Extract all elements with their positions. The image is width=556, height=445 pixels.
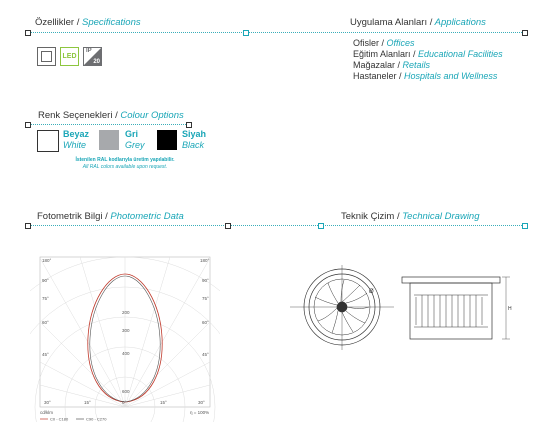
ip-label: IP (86, 48, 92, 54)
list-item: Hastaneler / Hospitals and Wellness (353, 71, 498, 81)
specifications-title-tr: Özellikler / (35, 17, 80, 28)
specifications-header (35, 17, 141, 28)
angle-label: 90° (202, 278, 209, 283)
ral-note (60, 157, 190, 171)
specifications-divider (28, 32, 526, 33)
technical-title-en: Technical Drawing (399, 211, 480, 222)
applications-title-en: Applications (432, 17, 486, 28)
colour-options-title-tr: Renk Seçenekleri / (38, 110, 118, 121)
angle-label: 75° (42, 296, 49, 301)
list-item: Mağazalar / Retails (353, 60, 431, 70)
colour-label-grey: Gri Grey (125, 129, 145, 150)
applications-header (350, 17, 486, 28)
applications-title-tr: Uygulama Alanları / (350, 17, 433, 28)
radial-value: 200 (122, 310, 130, 315)
angle-label: 60° (42, 320, 49, 325)
efficiency-label: η = 100% (190, 410, 210, 415)
diameter-label: Ø (369, 289, 374, 295)
technical-drawing (290, 265, 520, 355)
divider-mid-marker (243, 30, 249, 36)
colour-options-title-en: Colour Options (117, 110, 184, 121)
angle-label: 60° (202, 320, 209, 325)
unit-label: cd/klm (40, 410, 54, 415)
divider-mid-marker (318, 223, 324, 229)
drawings-divider (28, 225, 526, 226)
angle-label: 0° (122, 400, 127, 405)
divider-end-marker (25, 122, 31, 128)
top-view (290, 265, 394, 350)
legend-c0-label: C0 - C180 (50, 416, 69, 422)
technical-title-tr: Teknik Çizim / (341, 211, 400, 222)
ip-rating-label: 20 (93, 59, 100, 65)
specifications-title-en: Specifications (79, 17, 141, 28)
side-view (402, 277, 510, 339)
colour-label-white: Beyaz White (63, 129, 90, 150)
colour-options-divider (28, 124, 188, 125)
led-icon (60, 47, 79, 66)
colour-label-black: Siyah Black (182, 129, 207, 150)
angle-label: 15° (160, 400, 167, 405)
divider-end-marker (522, 30, 528, 36)
divider-end-marker (225, 223, 231, 229)
angle-label: 30° (44, 400, 51, 405)
height-label: H (508, 306, 512, 312)
angle-label: 75° (202, 296, 209, 301)
technical-drawing-header (341, 211, 480, 222)
angle-label: 15° (84, 400, 91, 405)
divider-end-marker (186, 122, 192, 128)
double-insulation-icon (37, 47, 56, 66)
angle-label: 90° (42, 278, 49, 283)
divider-end-marker (25, 30, 31, 36)
divider-end-marker (522, 223, 528, 229)
colour-swatch-grey (99, 130, 119, 150)
radial-value: 300 (122, 328, 130, 333)
colour-swatch-black (157, 130, 177, 150)
radial-value: 600 (122, 389, 130, 394)
colour-options-header (38, 110, 184, 121)
ral-note-en: All RAL colors available upon request. (82, 164, 168, 170)
list-item: Eğitim Alanları / Educational Facilities (353, 49, 503, 59)
photometric-title-tr: Fotometrik Bilgi / (37, 211, 108, 222)
ral-note-tr: İstenilen RAL kodlarıyla üretim yapılabilir. (75, 157, 175, 163)
radial-value: 400 (122, 351, 130, 356)
colour-swatch-white (37, 130, 59, 152)
angle-label: 180° (42, 258, 52, 263)
angle-label: 180° (200, 258, 210, 263)
legend-c90-label: C90 - C270 (86, 416, 107, 422)
angle-label: 45° (42, 352, 49, 357)
photometric-title-en: Photometric Data (107, 211, 184, 222)
angle-label: 45° (202, 352, 209, 357)
applications-list (353, 38, 503, 82)
angle-label: 30° (198, 400, 205, 405)
polar-photometric-diagram (30, 252, 220, 422)
list-item: Ofisler / Offices (353, 38, 415, 48)
ip20-icon (83, 47, 102, 66)
photometric-header (37, 211, 184, 222)
divider-end-marker (25, 223, 31, 229)
led-icon-label: LED (62, 53, 77, 60)
